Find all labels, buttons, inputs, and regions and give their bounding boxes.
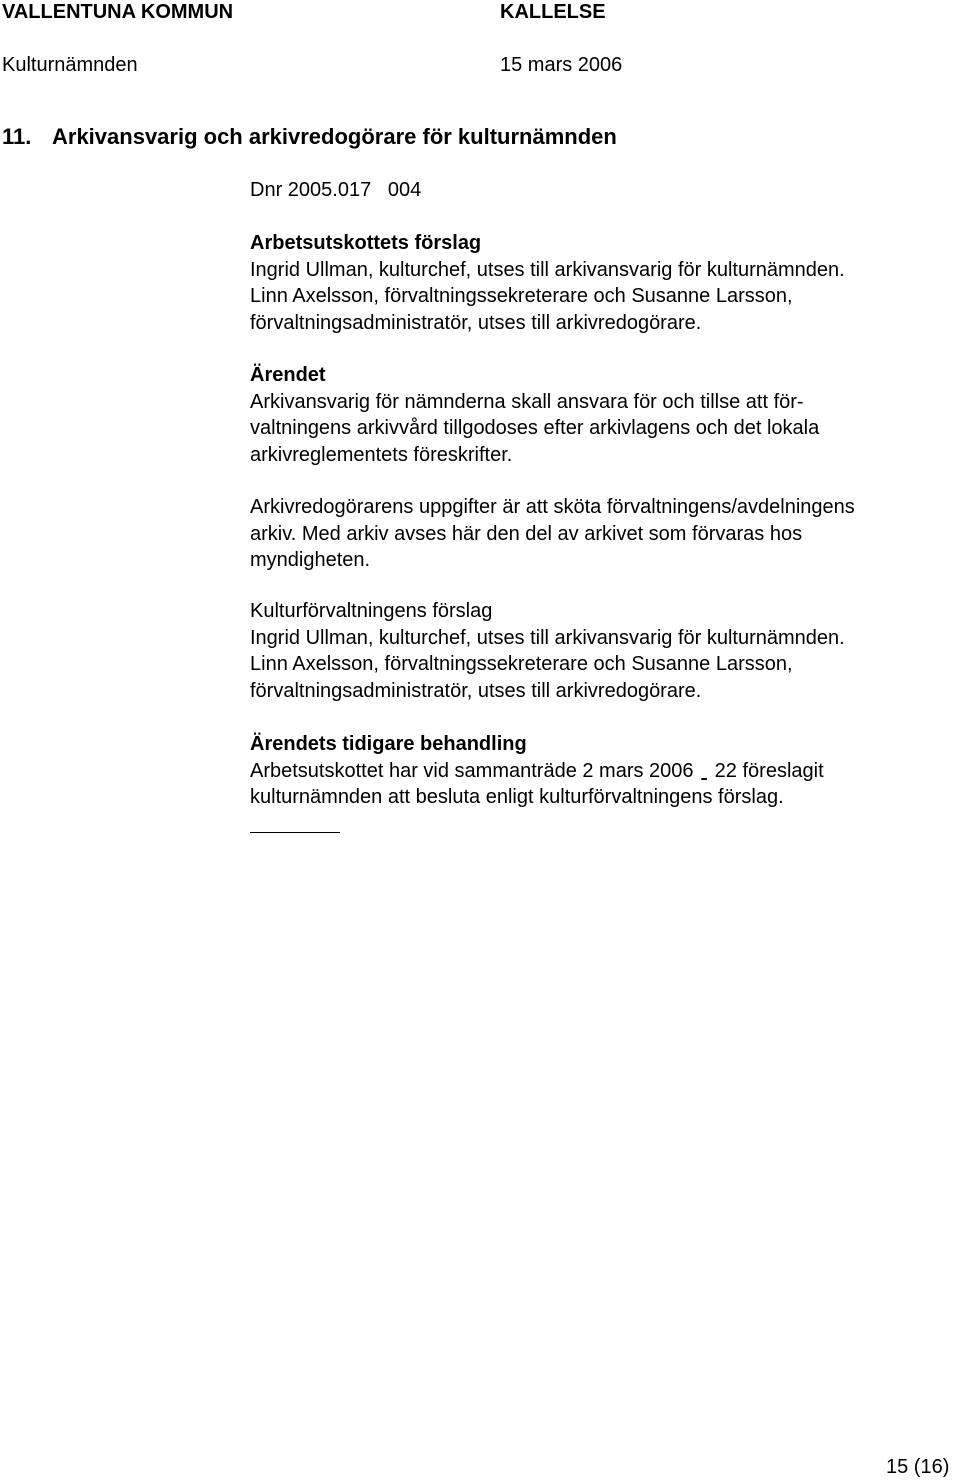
section-au-proposal xyxy=(250,230,950,336)
page-number: 15 (16) xyxy=(886,1456,950,1478)
underscore-mark xyxy=(699,758,709,785)
section-history xyxy=(250,731,950,811)
paragraph-line: kulturnämnden att besluta enligt kulturförvaltningens förslag. xyxy=(250,786,784,808)
organization-name: VALLENTUNA KOMMUN xyxy=(2,1,234,23)
document-date: 15 mars 2006 xyxy=(500,54,623,76)
paragraph-line: Arkivredogörarens uppgifter är att sköta förvaltningens/avdelningens xyxy=(250,496,855,518)
history-text-b: 22 föreslagit xyxy=(714,759,824,782)
paragraph-line: Linn Axelsson, förvaltningssekreterare och Susanne Larsson, xyxy=(250,653,793,675)
paragraph-line: Ingrid Ullman, kulturchef, utses till arkivansvarig för kulturnämnden. xyxy=(250,258,845,281)
section-kf-proposal xyxy=(250,598,950,704)
paragraph-line xyxy=(250,758,950,785)
diary-number: Dnr 2005.017 004 xyxy=(250,179,422,201)
paragraph-line: valtningens arkivvård tillgodoses efter arkivlagens och det lokala xyxy=(250,417,820,439)
paragraph-line: Arkivansvarig för nämnderna skall ansvara för och tillse att för- xyxy=(250,390,804,413)
section-arendet xyxy=(250,362,950,574)
item-number: 11. xyxy=(2,124,32,149)
section-heading: Kulturförvaltningens förslag xyxy=(250,600,493,622)
paragraph-line: förvaltningsadministratör, utses till arkivredogörare. xyxy=(250,311,702,334)
paragraph-line: Linn Axelsson, förvaltningssekreterare och Susanne Larsson, xyxy=(250,285,793,307)
section-heading: Ärendet xyxy=(250,364,326,386)
section-heading: Ärendets tidigare behandling xyxy=(250,733,527,755)
paragraph-line: förvaltningsadministratör, utses till arkivredogörare. xyxy=(250,679,702,702)
paragraph-line: Ingrid Ullman, kulturchef, utses till arkivansvarig för kulturnämnden. xyxy=(250,626,845,649)
paragraph-line: arkiv. Med arkiv avses här den del av arkivet som förvaras hos xyxy=(250,522,803,545)
paragraph-line: arkivreglementets föreskrifter. xyxy=(250,443,513,466)
separator-rule xyxy=(250,832,340,833)
history-text-a: Arbetsutskottet har vid sammanträde 2 mars 2006 xyxy=(250,759,694,782)
committee-name: Kulturnämnden xyxy=(2,54,138,76)
paragraph-line: myndigheten. xyxy=(250,549,371,571)
item-title: Arkivansvarig och arkivredogörare för kulturnämnden xyxy=(52,124,617,149)
section-heading: Arbetsutskottets förslag xyxy=(250,232,482,254)
document-type: KALLELSE xyxy=(500,1,606,23)
